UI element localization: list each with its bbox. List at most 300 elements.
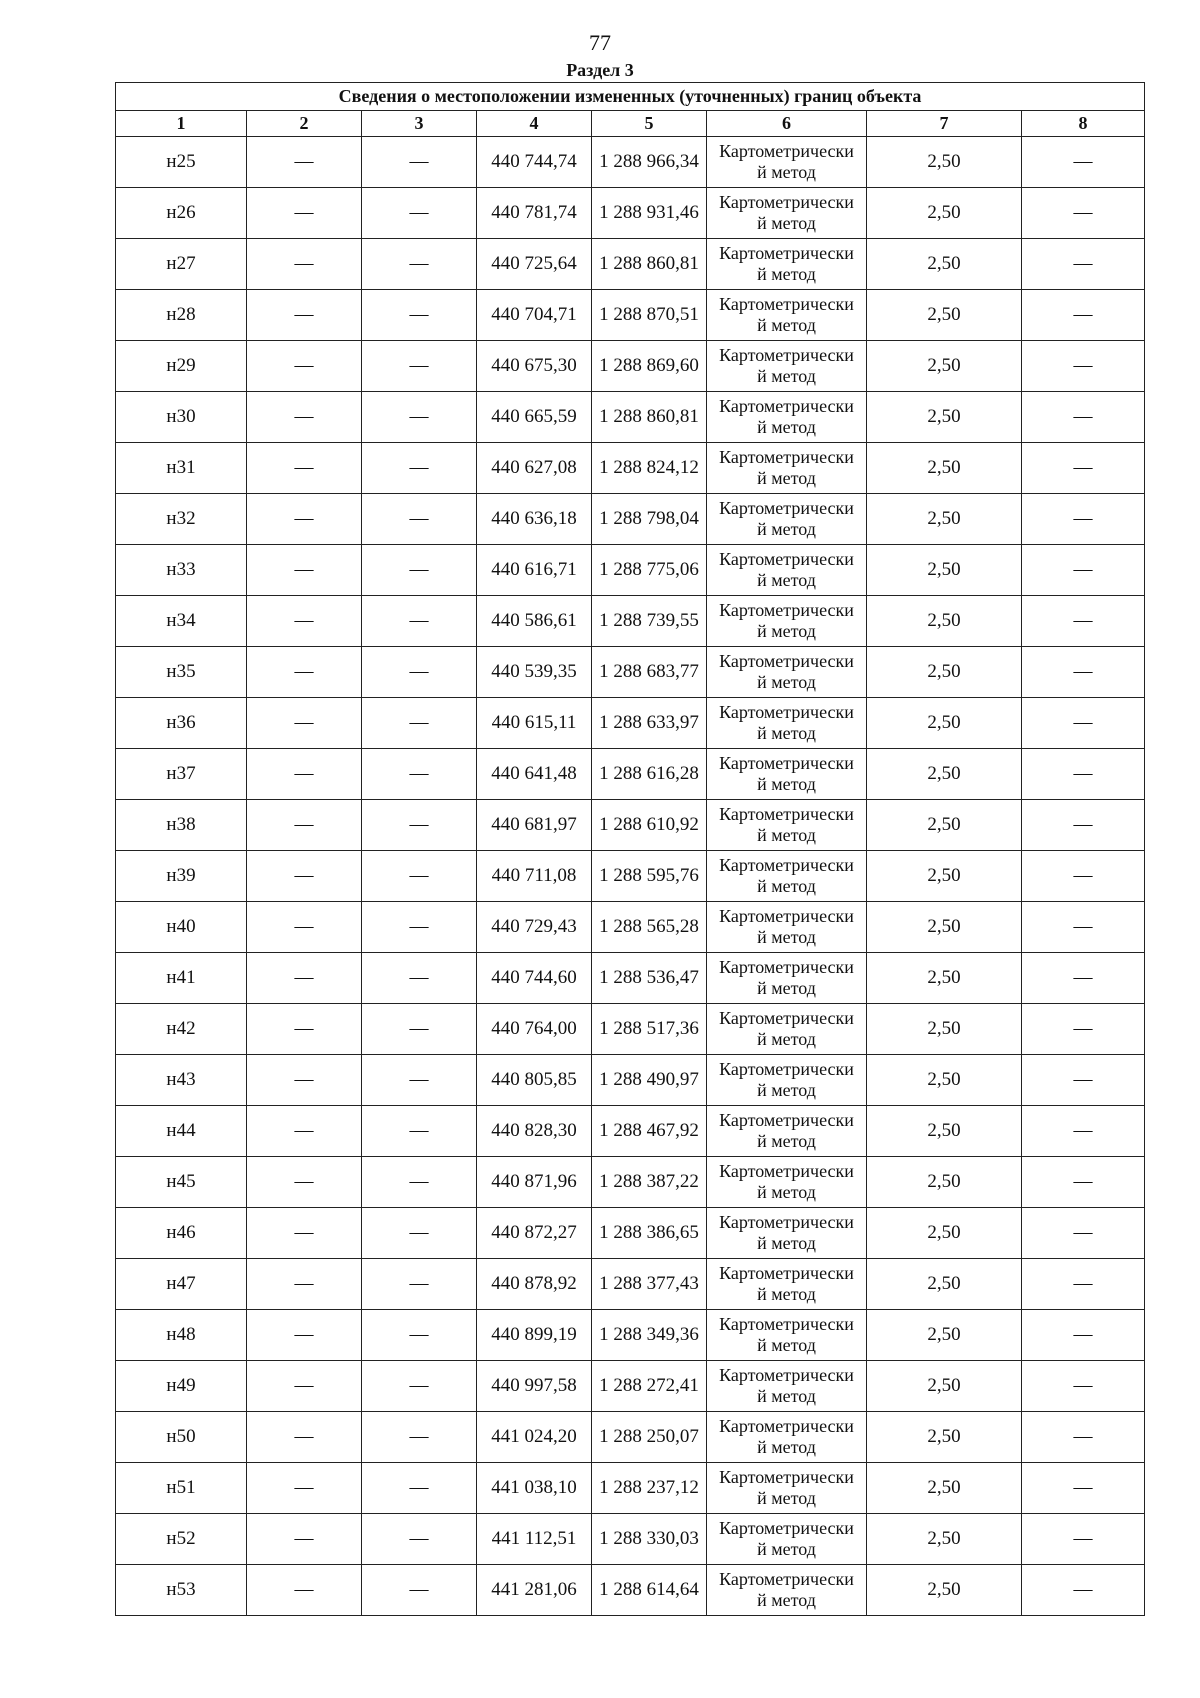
table-row [116, 1004, 1145, 1055]
column-8-cell: — [1022, 1463, 1145, 1514]
y-coordinate-cell: 1 288 595,76 [592, 851, 707, 902]
column-2-cell: — [247, 596, 362, 647]
accuracy-cell: 2,50 [867, 392, 1022, 443]
method-line-2: й метод [757, 1386, 816, 1406]
method-line-1: Картометрически [719, 1518, 854, 1538]
column-3-cell: — [362, 239, 477, 290]
accuracy-cell: 2,50 [867, 851, 1022, 902]
column-2-cell: — [247, 800, 362, 851]
column-number-1: 1 [116, 111, 247, 137]
column-2-cell: — [247, 851, 362, 902]
x-coordinate-cell: 440 744,60 [477, 953, 592, 1004]
column-3-cell: — [362, 1412, 477, 1463]
x-coordinate-cell: 440 615,11 [477, 698, 592, 749]
x-coordinate-cell: 441 281,06 [477, 1565, 592, 1616]
y-coordinate-cell: 1 288 349,36 [592, 1310, 707, 1361]
table-row [116, 1565, 1145, 1616]
x-coordinate-cell: 440 711,08 [477, 851, 592, 902]
column-2-cell: — [247, 1208, 362, 1259]
x-coordinate-cell: 440 675,30 [477, 341, 592, 392]
column-3-cell: — [362, 137, 477, 188]
accuracy-cell: 2,50 [867, 290, 1022, 341]
table-row [116, 902, 1145, 953]
x-coordinate-cell: 440 764,00 [477, 1004, 592, 1055]
method-cell [707, 1361, 867, 1412]
column-3-cell: — [362, 1463, 477, 1514]
column-3-cell: — [362, 953, 477, 1004]
point-cell: н51 [116, 1463, 247, 1514]
accuracy-cell: 2,50 [867, 800, 1022, 851]
method-line-1: Картометрически [719, 1467, 854, 1487]
method-cell [707, 443, 867, 494]
column-3-cell: — [362, 1361, 477, 1412]
method-cell [707, 1004, 867, 1055]
column-8-cell: — [1022, 1106, 1145, 1157]
column-2-cell: — [247, 902, 362, 953]
column-2-cell: — [247, 1463, 362, 1514]
column-2-cell: — [247, 1412, 362, 1463]
column-3-cell: — [362, 341, 477, 392]
column-3-cell: — [362, 443, 477, 494]
point-cell: н49 [116, 1361, 247, 1412]
column-8-cell: — [1022, 902, 1145, 953]
y-coordinate-cell: 1 288 490,97 [592, 1055, 707, 1106]
column-8-cell: — [1022, 800, 1145, 851]
point-cell: н48 [116, 1310, 247, 1361]
y-coordinate-cell: 1 288 798,04 [592, 494, 707, 545]
point-cell: н46 [116, 1208, 247, 1259]
method-line-1: Картометрически [719, 1263, 854, 1283]
column-2-cell: — [247, 137, 362, 188]
y-coordinate-cell: 1 288 272,41 [592, 1361, 707, 1412]
method-cell [707, 1463, 867, 1514]
y-coordinate-cell: 1 288 517,36 [592, 1004, 707, 1055]
table-row [116, 443, 1145, 494]
method-cell [707, 392, 867, 443]
column-3-cell: — [362, 392, 477, 443]
method-line-2: й метод [757, 213, 816, 233]
method-line-2: й метод [757, 876, 816, 896]
method-line-1: Картометрически [719, 906, 854, 926]
point-cell: н35 [116, 647, 247, 698]
table-row [116, 800, 1145, 851]
column-2-cell: — [247, 647, 362, 698]
table-row [116, 953, 1145, 1004]
method-line-1: Картометрически [719, 702, 854, 722]
method-cell [707, 494, 867, 545]
y-coordinate-cell: 1 288 536,47 [592, 953, 707, 1004]
x-coordinate-cell: 440 744,74 [477, 137, 592, 188]
column-8-cell: — [1022, 851, 1145, 902]
method-cell [707, 1412, 867, 1463]
column-3-cell: — [362, 851, 477, 902]
accuracy-cell: 2,50 [867, 1361, 1022, 1412]
column-3-cell: — [362, 800, 477, 851]
method-cell [707, 1310, 867, 1361]
method-line-2: й метод [757, 366, 816, 386]
table-row [116, 1463, 1145, 1514]
x-coordinate-cell: 440 725,64 [477, 239, 592, 290]
table-row [116, 188, 1145, 239]
table-row [116, 1310, 1145, 1361]
method-line-1: Картометрически [719, 1416, 854, 1436]
column-8-cell: — [1022, 749, 1145, 800]
boundary-coordinates-table [115, 82, 1145, 1616]
column-8-cell: — [1022, 290, 1145, 341]
point-cell: н53 [116, 1565, 247, 1616]
method-line-1: Картометрически [719, 753, 854, 773]
y-coordinate-cell: 1 288 824,12 [592, 443, 707, 494]
point-cell: н28 [116, 290, 247, 341]
column-2-cell: — [247, 290, 362, 341]
method-line-1: Картометрически [719, 447, 854, 467]
point-cell: н36 [116, 698, 247, 749]
column-2-cell: — [247, 1106, 362, 1157]
method-line-1: Картометрически [719, 957, 854, 977]
point-cell: н44 [116, 1106, 247, 1157]
method-line-2: й метод [757, 1437, 816, 1457]
column-8-cell: — [1022, 1259, 1145, 1310]
y-coordinate-cell: 1 288 931,46 [592, 188, 707, 239]
column-number-5: 5 [592, 111, 707, 137]
x-coordinate-cell: 441 038,10 [477, 1463, 592, 1514]
table-row [116, 698, 1145, 749]
table-row [116, 1259, 1145, 1310]
x-coordinate-cell: 440 871,96 [477, 1157, 592, 1208]
column-2-cell: — [247, 698, 362, 749]
method-line-2: й метод [757, 315, 816, 335]
column-number-7: 7 [867, 111, 1022, 137]
accuracy-cell: 2,50 [867, 494, 1022, 545]
method-line-1: Картометрически [719, 1008, 854, 1028]
column-8-cell: — [1022, 1157, 1145, 1208]
table-caption-row [116, 83, 1145, 111]
point-cell: н38 [116, 800, 247, 851]
method-line-2: й метод [757, 1590, 816, 1610]
table-row [116, 1106, 1145, 1157]
point-cell: н50 [116, 1412, 247, 1463]
method-cell [707, 290, 867, 341]
method-line-2: й метод [757, 264, 816, 284]
y-coordinate-cell: 1 288 237,12 [592, 1463, 707, 1514]
method-cell [707, 698, 867, 749]
method-line-2: й метод [757, 570, 816, 590]
column-3-cell: — [362, 1004, 477, 1055]
column-2-cell: — [247, 1565, 362, 1616]
accuracy-cell: 2,50 [867, 545, 1022, 596]
point-cell: н34 [116, 596, 247, 647]
method-cell [707, 1565, 867, 1616]
table-row [116, 596, 1145, 647]
column-3-cell: — [362, 1310, 477, 1361]
x-coordinate-cell: 440 872,27 [477, 1208, 592, 1259]
accuracy-cell: 2,50 [867, 1463, 1022, 1514]
method-line-2: й метод [757, 1131, 816, 1151]
x-coordinate-cell: 440 616,71 [477, 545, 592, 596]
x-coordinate-cell: 440 899,19 [477, 1310, 592, 1361]
accuracy-cell: 2,50 [867, 443, 1022, 494]
method-cell [707, 596, 867, 647]
column-3-cell: — [362, 1106, 477, 1157]
table-row [116, 239, 1145, 290]
y-coordinate-cell: 1 288 616,28 [592, 749, 707, 800]
accuracy-cell: 2,50 [867, 1208, 1022, 1259]
column-3-cell: — [362, 1514, 477, 1565]
method-cell [707, 1157, 867, 1208]
method-line-1: Картометрически [719, 243, 854, 263]
point-cell: н47 [116, 1259, 247, 1310]
column-2-cell: — [247, 1514, 362, 1565]
column-8-cell: — [1022, 494, 1145, 545]
y-coordinate-cell: 1 288 386,65 [592, 1208, 707, 1259]
method-line-2: й метод [757, 927, 816, 947]
y-coordinate-cell: 1 288 739,55 [592, 596, 707, 647]
method-line-1: Картометрически [719, 804, 854, 824]
table-row [116, 392, 1145, 443]
column-2-cell: — [247, 953, 362, 1004]
method-line-1: Картометрически [719, 600, 854, 620]
column-8-cell: — [1022, 1310, 1145, 1361]
table-row [116, 137, 1145, 188]
method-line-2: й метод [757, 1182, 816, 1202]
x-coordinate-cell: 440 636,18 [477, 494, 592, 545]
column-2-cell: — [247, 1310, 362, 1361]
method-line-1: Картометрически [719, 1569, 854, 1589]
accuracy-cell: 2,50 [867, 239, 1022, 290]
column-8-cell: — [1022, 1004, 1145, 1055]
point-cell: н45 [116, 1157, 247, 1208]
column-3-cell: — [362, 749, 477, 800]
y-coordinate-cell: 1 288 683,77 [592, 647, 707, 698]
method-line-2: й метод [757, 825, 816, 845]
column-2-cell: — [247, 341, 362, 392]
table-row [116, 545, 1145, 596]
column-3-cell: — [362, 1157, 477, 1208]
x-coordinate-cell: 441 024,20 [477, 1412, 592, 1463]
point-cell: н37 [116, 749, 247, 800]
column-3-cell: — [362, 1055, 477, 1106]
method-line-2: й метод [757, 978, 816, 998]
method-line-2: й метод [757, 468, 816, 488]
column-3-cell: — [362, 1208, 477, 1259]
method-line-1: Картометрически [719, 141, 854, 161]
column-2-cell: — [247, 1259, 362, 1310]
point-cell: н40 [116, 902, 247, 953]
method-cell [707, 953, 867, 1004]
accuracy-cell: 2,50 [867, 749, 1022, 800]
x-coordinate-cell: 440 641,48 [477, 749, 592, 800]
point-cell: н25 [116, 137, 247, 188]
column-2-cell: — [247, 1157, 362, 1208]
method-cell [707, 1106, 867, 1157]
y-coordinate-cell: 1 288 966,34 [592, 137, 707, 188]
point-cell: н30 [116, 392, 247, 443]
method-line-2: й метод [757, 774, 816, 794]
accuracy-cell: 2,50 [867, 1004, 1022, 1055]
column-8-cell: — [1022, 188, 1145, 239]
column-3-cell: — [362, 1259, 477, 1310]
table-row [116, 647, 1145, 698]
method-line-1: Картометрически [719, 1365, 854, 1385]
method-cell [707, 749, 867, 800]
column-3-cell: — [362, 647, 477, 698]
method-cell [707, 137, 867, 188]
method-line-1: Картометрически [719, 1059, 854, 1079]
x-coordinate-cell: 440 729,43 [477, 902, 592, 953]
x-coordinate-cell: 440 627,08 [477, 443, 592, 494]
method-line-1: Картометрически [719, 345, 854, 365]
column-8-cell: — [1022, 1514, 1145, 1565]
method-cell [707, 800, 867, 851]
column-8-cell: — [1022, 341, 1145, 392]
y-coordinate-cell: 1 288 869,60 [592, 341, 707, 392]
table-row [116, 1157, 1145, 1208]
column-8-cell: — [1022, 1361, 1145, 1412]
method-cell [707, 545, 867, 596]
column-2-cell: — [247, 239, 362, 290]
column-8-cell: — [1022, 596, 1145, 647]
point-cell: н43 [116, 1055, 247, 1106]
y-coordinate-cell: 1 288 860,81 [592, 239, 707, 290]
method-line-2: й метод [757, 672, 816, 692]
y-coordinate-cell: 1 288 467,92 [592, 1106, 707, 1157]
y-coordinate-cell: 1 288 610,92 [592, 800, 707, 851]
x-coordinate-cell: 440 878,92 [477, 1259, 592, 1310]
method-line-1: Картометрически [719, 294, 854, 314]
point-cell: н29 [116, 341, 247, 392]
method-cell [707, 647, 867, 698]
method-cell [707, 239, 867, 290]
point-cell: н41 [116, 953, 247, 1004]
point-cell: н52 [116, 1514, 247, 1565]
table-row [116, 341, 1145, 392]
point-cell: н39 [116, 851, 247, 902]
accuracy-cell: 2,50 [867, 1055, 1022, 1106]
column-8-cell: — [1022, 1055, 1145, 1106]
point-cell: н32 [116, 494, 247, 545]
method-cell [707, 1259, 867, 1310]
column-8-cell: — [1022, 1565, 1145, 1616]
accuracy-cell: 2,50 [867, 902, 1022, 953]
column-3-cell: — [362, 1565, 477, 1616]
accuracy-cell: 2,50 [867, 1412, 1022, 1463]
table-body [116, 137, 1145, 1616]
method-line-1: Картометрически [719, 1212, 854, 1232]
accuracy-cell: 2,50 [867, 1310, 1022, 1361]
table-row [116, 1055, 1145, 1106]
accuracy-cell: 2,50 [867, 137, 1022, 188]
column-3-cell: — [362, 596, 477, 647]
column-2-cell: — [247, 1055, 362, 1106]
column-number-3: 3 [362, 111, 477, 137]
method-line-1: Картометрически [719, 855, 854, 875]
accuracy-cell: 2,50 [867, 1514, 1022, 1565]
table-row [116, 1412, 1145, 1463]
column-2-cell: — [247, 545, 362, 596]
method-line-2: й метод [757, 723, 816, 743]
accuracy-cell: 2,50 [867, 698, 1022, 749]
column-number-4: 4 [477, 111, 592, 137]
column-8-cell: — [1022, 647, 1145, 698]
point-cell: н26 [116, 188, 247, 239]
accuracy-cell: 2,50 [867, 596, 1022, 647]
method-line-1: Картометрически [719, 498, 854, 518]
method-line-2: й метод [757, 417, 816, 437]
accuracy-cell: 2,50 [867, 188, 1022, 239]
method-line-2: й метод [757, 519, 816, 539]
x-coordinate-cell: 440 828,30 [477, 1106, 592, 1157]
column-number-8: 8 [1022, 111, 1145, 137]
x-coordinate-cell: 440 539,35 [477, 647, 592, 698]
table-row [116, 851, 1145, 902]
method-line-2: й метод [757, 1284, 816, 1304]
table-row [116, 290, 1145, 341]
table-caption: Сведения о местоположении измененных (уточненных) границ объекта [116, 83, 1145, 111]
point-cell: н42 [116, 1004, 247, 1055]
method-line-1: Картометрически [719, 1110, 854, 1130]
table-row [116, 494, 1145, 545]
method-line-2: й метод [757, 621, 816, 641]
column-8-cell: — [1022, 392, 1145, 443]
method-cell [707, 341, 867, 392]
method-line-2: й метод [757, 1029, 816, 1049]
y-coordinate-cell: 1 288 387,22 [592, 1157, 707, 1208]
column-number-6: 6 [707, 111, 867, 137]
method-cell [707, 1514, 867, 1565]
method-cell [707, 1208, 867, 1259]
method-line-1: Картометрически [719, 396, 854, 416]
column-8-cell: — [1022, 953, 1145, 1004]
method-line-1: Картометрически [719, 192, 854, 212]
x-coordinate-cell: 440 665,59 [477, 392, 592, 443]
method-line-1: Картометрически [719, 1314, 854, 1334]
column-3-cell: — [362, 698, 477, 749]
accuracy-cell: 2,50 [867, 1157, 1022, 1208]
column-number-row [116, 111, 1145, 137]
method-cell [707, 188, 867, 239]
x-coordinate-cell: 440 586,61 [477, 596, 592, 647]
section-title: Раздел 3 [566, 60, 634, 80]
method-cell [707, 1055, 867, 1106]
accuracy-cell: 2,50 [867, 341, 1022, 392]
y-coordinate-cell: 1 288 377,43 [592, 1259, 707, 1310]
x-coordinate-cell: 440 805,85 [477, 1055, 592, 1106]
column-8-cell: — [1022, 137, 1145, 188]
y-coordinate-cell: 1 288 614,64 [592, 1565, 707, 1616]
accuracy-cell: 2,50 [867, 647, 1022, 698]
column-2-cell: — [247, 494, 362, 545]
column-2-cell: — [247, 188, 362, 239]
y-coordinate-cell: 1 288 860,81 [592, 392, 707, 443]
accuracy-cell: 2,50 [867, 1259, 1022, 1310]
y-coordinate-cell: 1 288 250,07 [592, 1412, 707, 1463]
x-coordinate-cell: 440 781,74 [477, 188, 592, 239]
point-cell: н33 [116, 545, 247, 596]
column-8-cell: — [1022, 1412, 1145, 1463]
column-2-cell: — [247, 1004, 362, 1055]
method-line-2: й метод [757, 1488, 816, 1508]
x-coordinate-cell: 440 681,97 [477, 800, 592, 851]
x-coordinate-cell: 441 112,51 [477, 1514, 592, 1565]
method-line-1: Картометрически [719, 549, 854, 569]
y-coordinate-cell: 1 288 633,97 [592, 698, 707, 749]
accuracy-cell: 2,50 [867, 953, 1022, 1004]
table-row [116, 1361, 1145, 1412]
page-number: 77 [589, 30, 611, 55]
column-8-cell: — [1022, 698, 1145, 749]
y-coordinate-cell: 1 288 565,28 [592, 902, 707, 953]
method-line-2: й метод [757, 1335, 816, 1355]
